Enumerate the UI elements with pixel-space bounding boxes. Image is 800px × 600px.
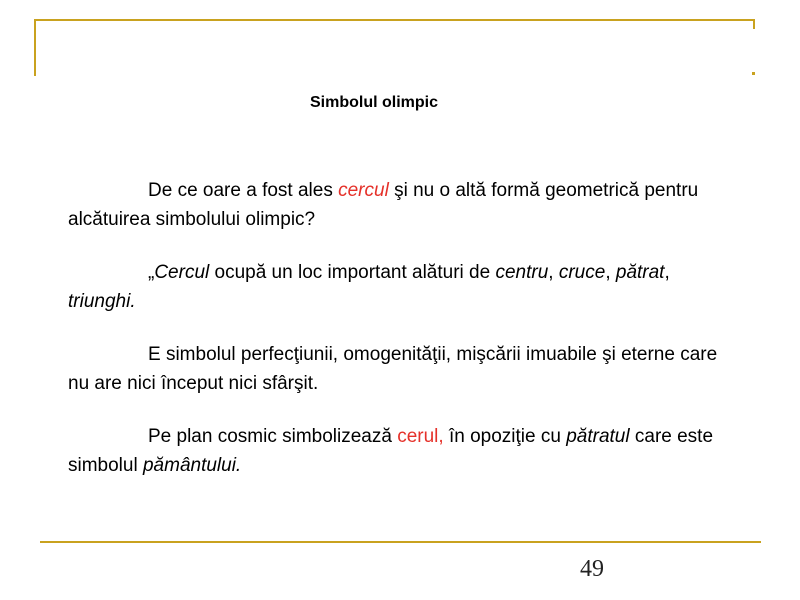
text-run: De ce oare a fost ales — [148, 180, 339, 201]
text-run: , — [664, 262, 670, 283]
text-run: pătrat — [615, 262, 665, 283]
left-frame-line — [34, 19, 36, 76]
text-run: centru — [495, 262, 549, 283]
text-run: pământului. — [142, 455, 242, 476]
text-run: E simbolul perfecţiunii, omogenităţii, mişcării imuabile şi eterne care nu are nici început nici sfârşit. — [68, 344, 718, 394]
text-run: ocupă un loc important alături de — [209, 262, 496, 283]
frame-corner-dot — [752, 72, 755, 75]
text-run: triunghi. — [68, 291, 136, 312]
text-run: , — [605, 262, 616, 283]
bottom-divider — [40, 541, 761, 543]
text-run: cerul, — [397, 426, 444, 447]
text-run: care este simbolul — [68, 426, 714, 476]
slide-body — [68, 176, 738, 504]
page-number: 49 — [580, 556, 604, 582]
slide-title: Simbolul olimpic — [309, 94, 438, 111]
text-run: Pe plan cosmic simbolizează — [148, 426, 398, 447]
text-run: , — [548, 262, 559, 283]
body-paragraph — [68, 340, 738, 398]
text-run: pătratul — [566, 426, 630, 447]
text-run: cruce — [558, 262, 606, 283]
text-run: în opoziţie cu — [443, 426, 567, 447]
right-frame-line — [753, 19, 755, 29]
text-run: cercul — [338, 180, 389, 201]
body-paragraph — [68, 422, 738, 480]
body-paragraph — [68, 258, 738, 316]
text-run: Cercul — [154, 262, 210, 283]
text-run: „ — [148, 262, 155, 283]
top-frame-line — [34, 19, 755, 21]
body-paragraph — [68, 176, 738, 234]
text-run: şi nu o altă formă geometrică pentru alcătuirea simbolului olimpic? — [68, 180, 699, 230]
